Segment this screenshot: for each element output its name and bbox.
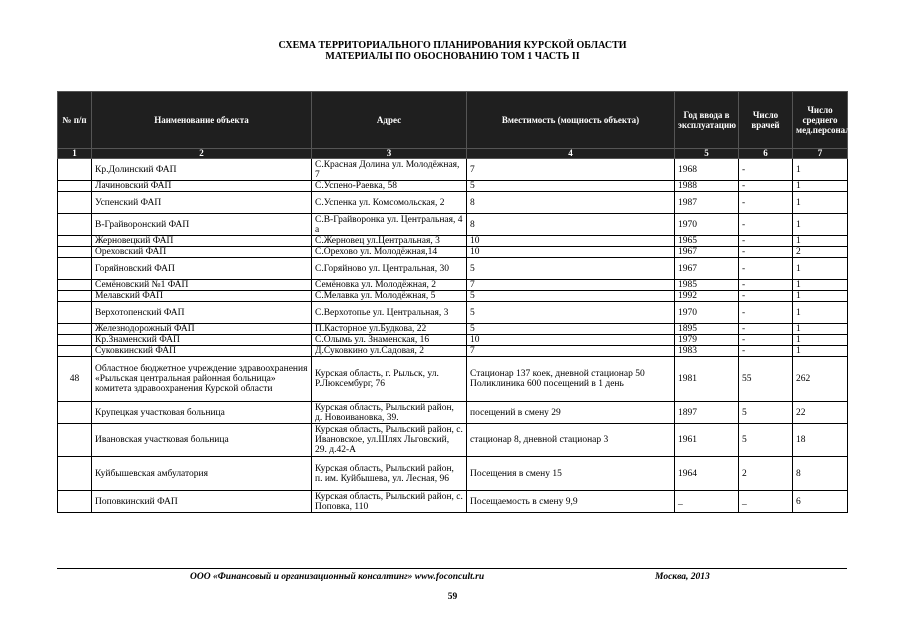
table-row [58, 402, 848, 424]
doctors-cell: 5 [739, 424, 793, 457]
row-number-cell [58, 214, 92, 236]
staff-cell: 1 [793, 258, 848, 280]
table-column-numbers-row [58, 149, 848, 159]
address-cell: Курская область, Рыльский район, с. Ивановское, ул.Шлях Льговский, 29. д.42-А [312, 424, 467, 457]
object-name-cell: Куйбышевская амбулатория [92, 457, 312, 491]
capacity-cell: 5 [467, 302, 675, 324]
address-cell: Курская область, г. Рыльск, ул. Р.Люксембург, 76 [312, 357, 467, 402]
header-staff: Число среднего мед.персонала [793, 92, 848, 149]
doctors-cell: - [739, 258, 793, 280]
object-name-cell: Кр.Знаменский ФАП [92, 335, 312, 346]
doctors-cell: - [739, 236, 793, 247]
capacity-cell: стационар 8, дневной стационар 3 [467, 424, 675, 457]
object-name-cell: В-Грайворонский ФАП [92, 214, 312, 236]
row-number-cell [58, 424, 92, 457]
staff-cell: 262 [793, 357, 848, 402]
staff-cell: 1 [793, 280, 848, 291]
staff-cell: 8 [793, 457, 848, 491]
header-address: Адрес [312, 92, 467, 149]
doctors-cell: 55 [739, 357, 793, 402]
header-subtitle: МАТЕРИАЛЫ ПО ОБОСНОВАНИЮ ТОМ 1 ЧАСТЬ II [325, 51, 580, 62]
column-number: 3 [312, 149, 467, 159]
row-number-cell [58, 291, 92, 302]
year-cell: _ [675, 491, 739, 513]
address-cell: Курская область, Рыльский район, п. им. Куйбышева, ул. Лесная, 96 [312, 457, 467, 491]
table-row [58, 346, 848, 357]
object-name-cell: Ивановская участковая больница [92, 424, 312, 457]
object-name-cell: Областное бюджетное учреждение здравоохранения «Рыльская центральная районная больница» комитета здравоохранения Курской области [92, 357, 312, 402]
table-row [58, 247, 848, 258]
table-row [58, 291, 848, 302]
object-name-cell: Мелавский ФАП [92, 291, 312, 302]
table-header-row [58, 92, 848, 149]
object-name-cell: Горяйновский ФАП [92, 258, 312, 280]
year-cell: 1895 [675, 324, 739, 335]
page-number: 59 [447, 592, 458, 602]
address-cell: П.Касторное ул.Будкова, 22 [312, 324, 467, 335]
capacity-cell: 7 [467, 346, 675, 357]
address-cell: С.Успенка ул. Комсомольская, 2 [312, 192, 467, 214]
object-name-cell: Суковкинский ФАП [92, 346, 312, 357]
row-number-cell [58, 491, 92, 513]
year-cell: 1988 [675, 181, 739, 192]
doctors-cell: - [739, 302, 793, 324]
column-number: 1 [58, 149, 92, 159]
year-cell: 1987 [675, 192, 739, 214]
staff-cell: 1 [793, 236, 848, 247]
row-number-cell [58, 181, 92, 192]
year-cell: 1967 [675, 247, 739, 258]
footer-city-year: Москва, 2013 [655, 572, 710, 582]
object-name-cell: Верхотопенский ФАП [92, 302, 312, 324]
address-cell: Курская область, Рыльский район, д. Новоивановка, 39. [312, 402, 467, 424]
doctors-cell: - [739, 280, 793, 291]
row-number-cell [58, 280, 92, 291]
document-header [0, 40, 905, 62]
address-cell: С.Верхотопье ул. Центральная, 3 [312, 302, 467, 324]
table-row [58, 159, 848, 181]
object-name-cell: Семёновский №1 ФАП [92, 280, 312, 291]
address-cell: С.Красная Долина ул. Молодёжная, 7 [312, 159, 467, 181]
year-cell: 1983 [675, 346, 739, 357]
table-row [58, 258, 848, 280]
address-cell: Д.Суковкино ул.Садовая, 2 [312, 346, 467, 357]
doctors-cell: 5 [739, 402, 793, 424]
doctors-cell: - [739, 214, 793, 236]
staff-cell: 18 [793, 424, 848, 457]
year-cell: 1970 [675, 302, 739, 324]
staff-cell: 1 [793, 302, 848, 324]
staff-cell: 1 [793, 346, 848, 357]
capacity-cell: Посещения в смену 15 [467, 457, 675, 491]
staff-cell: 6 [793, 491, 848, 513]
staff-cell: 2 [793, 247, 848, 258]
row-number-cell [58, 192, 92, 214]
staff-cell: 1 [793, 324, 848, 335]
year-cell: 1968 [675, 159, 739, 181]
doctors-cell: - [739, 181, 793, 192]
table-row [58, 324, 848, 335]
row-number-cell [58, 258, 92, 280]
staff-cell: 1 [793, 192, 848, 214]
capacity-cell: посещений в смену 29 [467, 402, 675, 424]
header-number: № п/п [58, 92, 92, 149]
row-number-cell [58, 335, 92, 346]
object-name-cell: Ореховский ФАП [92, 247, 312, 258]
doctors-cell: - [739, 324, 793, 335]
capacity-cell: Посещаемость в смену 9,9 [467, 491, 675, 513]
objects-table [57, 91, 855, 513]
column-number: 5 [675, 149, 739, 159]
row-number-cell [58, 302, 92, 324]
year-cell: 1967 [675, 258, 739, 280]
column-number: 6 [739, 149, 793, 159]
capacity-cell: 5 [467, 291, 675, 302]
staff-cell: 1 [793, 335, 848, 346]
address-cell: С.Успено-Раевка, 58 [312, 181, 467, 192]
table-body [58, 159, 848, 513]
address-cell: С.Олымь ул. Знаменская, 16 [312, 335, 467, 346]
object-name-cell: Поповкинский ФАП [92, 491, 312, 513]
address-cell: С.Жерновец ул.Центральная, 3 [312, 236, 467, 247]
row-number-cell [58, 346, 92, 357]
object-name-cell: Лачиновский ФАП [92, 181, 312, 192]
row-number-cell [58, 402, 92, 424]
header-title: СХЕМА ТЕРРИТОРИАЛЬНОГО ПЛАНИРОВАНИЯ КУРСКОЙ ОБЛАСТИ [278, 40, 627, 51]
doctors-cell: 2 [739, 457, 793, 491]
object-name-cell: Жерновецкий ФАП [92, 236, 312, 247]
column-number: 2 [92, 149, 312, 159]
capacity-cell: 7 [467, 159, 675, 181]
header-capacity: Вместимость (мощность объекта) [467, 92, 675, 149]
year-cell: 1985 [675, 280, 739, 291]
object-name-cell: Успенский ФАП [92, 192, 312, 214]
doctors-cell: _ [739, 491, 793, 513]
year-cell: 1979 [675, 335, 739, 346]
table-row [58, 214, 848, 236]
year-cell: 1992 [675, 291, 739, 302]
year-cell: 1981 [675, 357, 739, 402]
table-row [58, 192, 848, 214]
staff-cell: 22 [793, 402, 848, 424]
capacity-cell: 5 [467, 324, 675, 335]
row-number-cell [58, 324, 92, 335]
capacity-cell: 8 [467, 192, 675, 214]
table-row [58, 357, 848, 402]
address-cell: С.Орехово ул. Молодёжная,14 [312, 247, 467, 258]
row-number-cell [58, 159, 92, 181]
address-cell: Курская область, Рыльский район, с. Поповка, 110 [312, 491, 467, 513]
table-row [58, 236, 848, 247]
staff-cell: 1 [793, 181, 848, 192]
staff-cell: 1 [793, 159, 848, 181]
column-number: 7 [793, 149, 848, 159]
table-row [58, 424, 848, 457]
capacity-cell: 8 [467, 214, 675, 236]
header-doctors: Число врачей [739, 92, 793, 149]
doctors-cell: - [739, 192, 793, 214]
header-year: Год ввода в эксплуатацию [675, 92, 739, 149]
object-name-cell: Крупецкая участковая больница [92, 402, 312, 424]
doctors-cell: - [739, 291, 793, 302]
table-row [58, 491, 848, 513]
capacity-cell: 7 [467, 280, 675, 291]
address-cell: С.Горяйново ул. Центральная, 30 [312, 258, 467, 280]
object-name-cell: Кр.Долинский ФАП [92, 159, 312, 181]
row-number-cell [58, 236, 92, 247]
header-name: Наименование объекта [92, 92, 312, 149]
table-row [58, 335, 848, 346]
column-number: 4 [467, 149, 675, 159]
object-name-cell: Железнодорожный ФАП [92, 324, 312, 335]
year-cell: 1970 [675, 214, 739, 236]
row-number-cell: 48 [58, 357, 92, 402]
capacity-cell: Стационар 137 коек, дневной стационар 50 Поликлиника 600 посещений в 1 день [467, 357, 675, 402]
row-number-cell [58, 247, 92, 258]
capacity-cell: 5 [467, 258, 675, 280]
row-number-cell [58, 457, 92, 491]
staff-cell: 1 [793, 214, 848, 236]
capacity-cell: 10 [467, 335, 675, 346]
address-cell: Семёновка ул. Молодёжная, 2 [312, 280, 467, 291]
capacity-cell: 10 [467, 236, 675, 247]
doctors-cell: - [739, 247, 793, 258]
table-row [58, 181, 848, 192]
capacity-cell: 5 [467, 181, 675, 192]
doctors-cell: - [739, 159, 793, 181]
year-cell: 1961 [675, 424, 739, 457]
footer-divider [57, 568, 847, 569]
table-row [58, 457, 848, 491]
year-cell: 1964 [675, 457, 739, 491]
year-cell: 1897 [675, 402, 739, 424]
table-row [58, 280, 848, 291]
capacity-cell: 10 [467, 247, 675, 258]
footer-company: ООО «Финансовый и организационный консалтинг» www.foconcult.ru [190, 572, 485, 582]
address-cell: С.В-Грайворонка ул. Центральная, 4 а [312, 214, 467, 236]
doctors-cell: - [739, 346, 793, 357]
table-row [58, 302, 848, 324]
address-cell: С.Мелавка ул. Молодёжная, 5 [312, 291, 467, 302]
year-cell: 1965 [675, 236, 739, 247]
doctors-cell: - [739, 335, 793, 346]
staff-cell: 1 [793, 291, 848, 302]
